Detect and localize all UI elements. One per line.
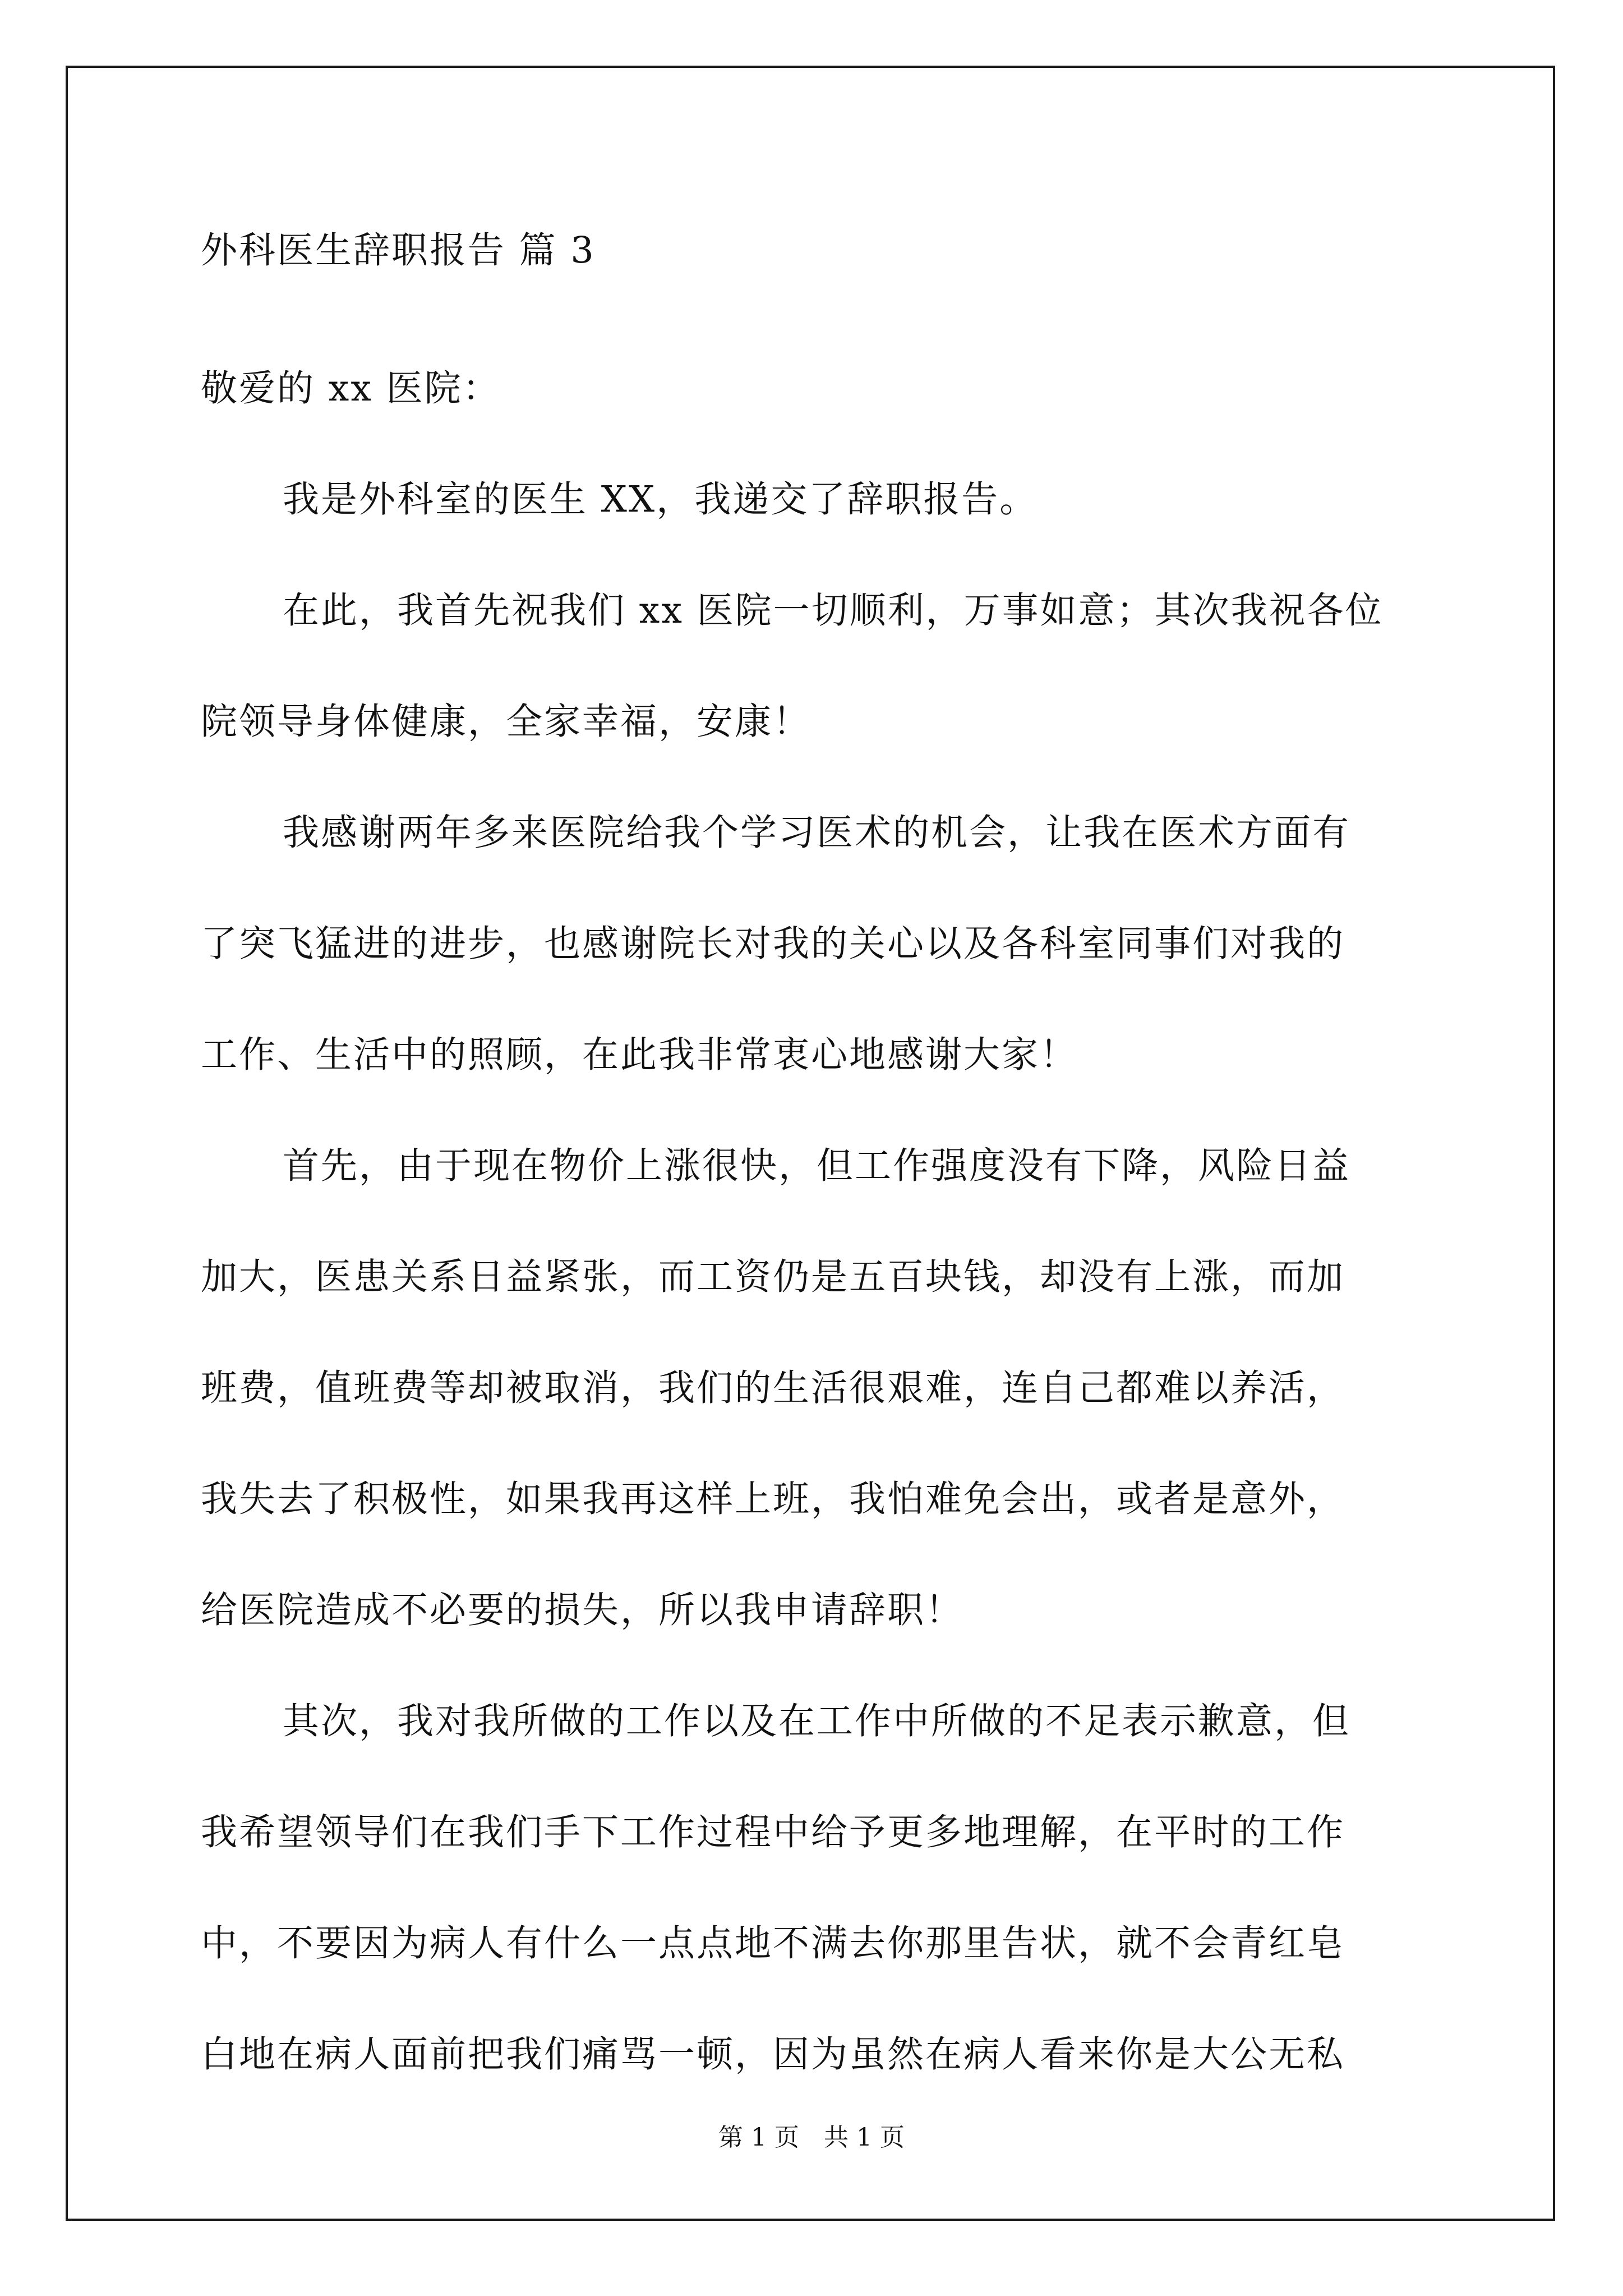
text-line: 我是外科室的医生 XX，我递交了辞职报告。 — [283, 478, 1038, 521]
text-line: 我感谢两年多来医院给我个学习医术的机会，让我在医术方面有 — [283, 812, 1351, 854]
text-line: 其次，我对我所做的工作以及在工作中所做的不足表示歉意，但 — [283, 1700, 1351, 1742]
document-body — [201, 223, 1423, 2110]
text-line: 院领导身体健康，全家幸福，安康！ — [201, 701, 811, 743]
paragraph-lines — [201, 444, 1423, 2110]
text-line: 中，不要因为病人有什么一点点地不满去你那里告状，就不会青红皂 — [201, 1922, 1345, 1964]
text-line: 首先，由于现在物价上涨很快，但工作强度没有下降，风险日益 — [283, 1145, 1351, 1187]
text-line: 给医院造成不必要的损失，所以我申请辞职！ — [201, 1589, 964, 1631]
title-gap — [201, 278, 1423, 333]
text-line: 加大，医患关系日益紧张，而工资仍是五百块钱，却没有上涨，而加 — [201, 1256, 1345, 1298]
text-line: 工作、生活中的照顾，在此我非常衷心地感谢大家！ — [201, 1034, 1078, 1076]
text-line: 白地在病人面前把我们痛骂一顿，因为虽然在病人看来你是大公无私 — [201, 2033, 1345, 2076]
text-line: 班费，值班费等却被取消，我们的生活很艰难，连自己都难以养活， — [201, 1367, 1345, 1409]
text-line: 了突飞猛进的进步，也感谢院长对我的关心以及各科室同事们对我的 — [201, 923, 1345, 965]
text-line: 在此，我首先祝我们 xx 医院一切顺利，万事如意；其次我祝各位 — [283, 590, 1384, 632]
text-line: 我失去了积极性，如果我再这样上班，我怕难免会出，或者是意外， — [201, 1478, 1345, 1520]
page-footer: 第 1 页 共 1 页 — [718, 2123, 905, 2152]
document-title: 外科医生辞职报告 篇 3 — [201, 229, 596, 272]
text-line: 我希望领导们在我们手下工作过程中给予更多地理解，在平时的工作 — [201, 1811, 1345, 1853]
salutation: 敬爱的 xx 医院： — [201, 367, 501, 409]
